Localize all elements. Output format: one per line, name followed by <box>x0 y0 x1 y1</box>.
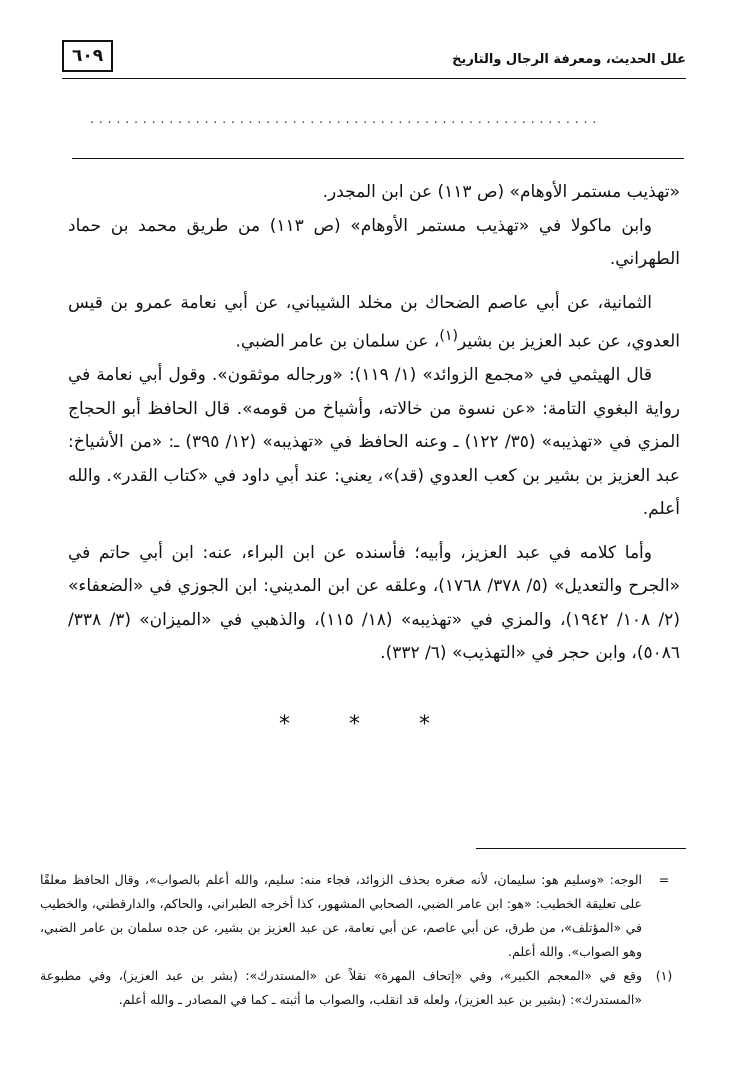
paragraph-3 <box>68 287 680 360</box>
paragraph-3-part-a: الثمانية، عن أبي عاصم الضحاك بن مخلد الشيباني، عن أبي نعامة عمرو بن قيس العدوي، عن عبد العزيز بن بشير <box>68 292 680 352</box>
text-top-rule <box>72 158 684 159</box>
dotted-separator: .......................................................... <box>90 112 602 126</box>
paragraph-4: قال الهيثمي في «مجمع الزوائد» (١/ ١١٩): «ورجاله موثقون». وقول أبي نعامة في رواية البغوي التامة: «عن نسوة من خالاته، وأشياخ من قومه». قال الحافظ أبو الحجاج المزي في «تهذيبه» (٣٥/ ١٢٢) ـ وعنه الحافظ في «تهذيبه» (١٢/ ٣٩٥) ـ: «من الأشياخ: عبد العزيز بن بشير بن كعب العدوي (قد)»، يعني: عند أبي داود في «كتاب القدر». والله أعلم. <box>68 365 680 520</box>
running-title: علل الحديث، ومعرفة الرجال والتاريخ <box>452 52 686 67</box>
footnotes <box>40 868 686 1012</box>
footnote-mark: (١) <box>655 968 673 983</box>
footnote-item <box>40 868 686 964</box>
paragraph-gap <box>68 527 680 537</box>
page-header <box>62 40 686 80</box>
paragraph-3-part-b: ، عن سلمان بن عامر الضبي. <box>235 331 440 352</box>
footnote-rule <box>476 848 686 849</box>
paragraph-gap <box>68 277 680 287</box>
paragraph-2: وابن ماكولا في «تهذيب مستمر الأوهام» (ص ١١٣) من طريق محمد بن حماد الطهراني. <box>68 215 680 269</box>
footnote-item <box>40 964 686 1012</box>
main-text <box>68 176 680 671</box>
footnote-reference: (١) <box>439 328 458 344</box>
footnote-text: الوجه: «وسليم هو: سليمان، لأنه صغره بحذف الزوائد، فجاء منه: سليم، والله أعلم بالصواب»، وقال الحافظ معلقًا على تعليقة الخطيب: «هو: ابن عامر الضبي، الصحابي المشهور، كذا أخرجه الطبراني، والحاكم، والدارقطني، والخطيب في «المؤتلف»، من طرق، عن أبي عاصم، عن أبي نعامة، عن عبد العزيز بن بشير، عن جده سلمان بن عامر الضبي، وهو الصواب». والله أعلم. <box>40 872 642 959</box>
header-rule <box>62 78 686 79</box>
paragraph-1: «تهذيب مستمر الأوهام» (ص ١١٣) عن ابن المجدر. <box>322 182 680 202</box>
footnote-text: وقع في «المعجم الكبير»، وفي «إتحاف المهرة» نقلاً عن «المستدرك»: (بشر بن عبد العزيز)، وفي مطبوعة «المستدرك»: (بشير بن عبد العزيز)، ولعله قد انقلب، والصواب ما أثبته ـ كما في المصادر ـ والله أعلم. <box>40 968 642 1007</box>
footnote-mark: = <box>658 872 670 887</box>
page-number: ٦٠٩ <box>62 40 113 72</box>
paragraph-5: وأما كلامه في عبد العزيز، وأبيه؛ فأسنده عن ابن البراء، عنه: ابن أبي حاتم في «الجرح والتعديل» (٥/ ٣٧٨/ ١٧٦٨)، وعلقه عن ابن المديني: ابن الجوزي في «الضعفاء» (٢/ ١٠٨/ ١٩٤٢)، والمزي في «تهذيبه» (١٨/ ١١٥)، والذهبي في «الميزان» (٣/ ٣٣٨/ ٥٠٨٦)، وابن حجر في «التهذيب» (٦/ ٣٣٢). <box>68 542 680 664</box>
section-stars: * * * <box>279 712 456 737</box>
